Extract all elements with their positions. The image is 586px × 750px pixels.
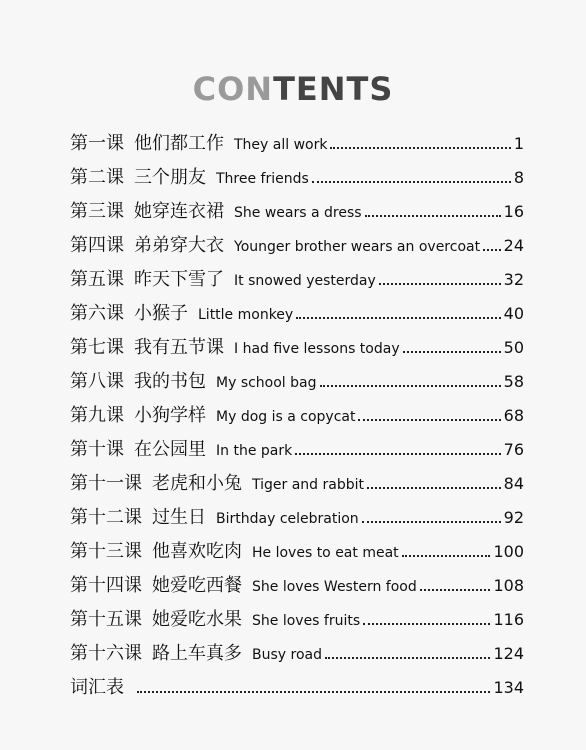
toc-entry[interactable]: [70, 193, 524, 223]
toc-entry[interactable]: [70, 363, 524, 393]
lesson-title-chinese: 小狗学样: [134, 405, 206, 426]
lesson-number: 第七课: [70, 337, 124, 358]
lesson-title-english: Younger brother wears an overcoat: [234, 239, 481, 255]
dot-leader: [330, 147, 510, 149]
lesson-title-chinese: 弟弟穿大衣: [134, 235, 224, 256]
lesson-title-chinese: 三个朋友: [134, 167, 206, 188]
page-number: 24: [503, 236, 524, 255]
lesson-title-chinese: 她爱吃水果: [152, 609, 242, 630]
page-number: 84: [503, 474, 524, 493]
lesson-number: 第五课: [70, 269, 124, 290]
page-number: 58: [503, 372, 524, 391]
page-number: 124: [493, 644, 524, 663]
dot-leader: [420, 589, 491, 591]
lesson-title-english: He loves to eat meat: [252, 545, 399, 561]
dot-leader: [363, 623, 490, 625]
lesson-title-english: Three friends: [216, 171, 309, 187]
lesson-title-chinese: 小猴子: [134, 303, 188, 324]
lesson-title-chinese: 老虎和小兔: [152, 473, 242, 494]
page-number: 134: [493, 678, 524, 697]
lesson-title-english: It snowed yesterday: [234, 273, 376, 289]
page-title: [0, 70, 586, 108]
lesson-number: 第十课: [70, 439, 124, 460]
lesson-title-chinese: 她穿连衣裙: [134, 201, 224, 222]
lesson-title-english: Birthday celebration: [216, 511, 359, 527]
dot-leader: [367, 487, 501, 489]
page-number: 1: [513, 134, 524, 153]
toc-entry[interactable]: [70, 431, 524, 461]
lesson-title-english: In the park: [216, 443, 293, 459]
page-number: 76: [503, 440, 524, 459]
lesson-title-english: My school bag: [216, 375, 317, 391]
lesson-title-chinese: 路上车真多: [152, 643, 242, 664]
lesson-title-chinese: 我有五节课: [134, 337, 224, 358]
toc-entry[interactable]: [70, 465, 524, 495]
page-number: 92: [503, 508, 524, 527]
lesson-title-chinese: 他们都工作: [134, 133, 224, 154]
lesson-number: 第十二课: [70, 507, 142, 528]
title-part-2: TENTS: [273, 70, 394, 108]
toc-entry[interactable]: [70, 295, 524, 325]
lesson-number: 第三课: [70, 201, 124, 222]
page-number: 32: [503, 270, 524, 289]
lesson-number: 第十六课: [70, 643, 142, 664]
lesson-number: 第十一课: [70, 473, 142, 494]
lesson-number: 词汇表: [70, 677, 124, 698]
toc-entry[interactable]: [70, 635, 524, 665]
lesson-title-english: Busy road: [252, 647, 322, 663]
lesson-title-chinese: 在公园里: [134, 439, 206, 460]
toc-entry[interactable]: [70, 329, 524, 359]
dot-leader: [358, 419, 500, 421]
toc-entry[interactable]: [70, 533, 524, 563]
page-number: 8: [513, 168, 524, 187]
lesson-number: 第十五课: [70, 609, 142, 630]
toc-entry[interactable]: [70, 601, 524, 631]
dot-leader: [312, 181, 511, 183]
lesson-number: 第六课: [70, 303, 124, 324]
lesson-title-chinese: 过生日: [152, 507, 206, 528]
lesson-title-english: She wears a dress: [234, 205, 362, 221]
dot-leader: [379, 283, 501, 285]
lesson-title-chinese: 他喜欢吃肉: [152, 541, 242, 562]
lesson-title-english: She loves Western food: [252, 579, 417, 595]
page-number: 108: [493, 576, 524, 595]
lesson-number: 第二课: [70, 167, 124, 188]
dot-leader: [296, 317, 500, 319]
toc-entry[interactable]: [70, 669, 524, 699]
page-number: 50: [503, 338, 524, 357]
toc-entry[interactable]: [70, 397, 524, 427]
lesson-title-english: Little monkey: [198, 307, 294, 323]
lesson-number: 第四课: [70, 235, 124, 256]
toc-entry[interactable]: [70, 159, 524, 189]
toc-entry[interactable]: [70, 261, 524, 291]
page-number: 116: [493, 610, 524, 629]
page-number: 100: [493, 542, 524, 561]
page-number: 40: [503, 304, 524, 323]
dot-leader: [320, 385, 501, 387]
page-number: 68: [503, 406, 524, 425]
toc-entry[interactable]: [70, 567, 524, 597]
dot-leader: [483, 249, 501, 251]
lesson-number: 第一课: [70, 133, 124, 154]
lesson-number: 第十四课: [70, 575, 142, 596]
lesson-title-english: I had five lessons today: [234, 341, 400, 357]
dot-leader: [362, 521, 501, 523]
lesson-title-chinese: 我的书包: [134, 371, 206, 392]
lesson-number: 第十三课: [70, 541, 142, 562]
toc-entry[interactable]: [70, 499, 524, 529]
lesson-title-chinese: 她爱吃西餐: [152, 575, 242, 596]
lesson-title-english: My dog is a copycat: [216, 409, 356, 425]
dot-leader: [403, 351, 501, 353]
lesson-title-english: Tiger and rabbit: [252, 477, 364, 493]
lesson-title-english: She loves fruits: [252, 613, 361, 629]
dot-leader: [137, 691, 490, 693]
toc-entry[interactable]: [70, 125, 524, 155]
dot-leader: [295, 453, 500, 455]
lesson-number: 第九课: [70, 405, 124, 426]
lesson-number: 第八课: [70, 371, 124, 392]
dot-leader: [325, 657, 490, 659]
page-number: 16: [503, 202, 524, 221]
lesson-title-chinese: 昨天下雪了: [134, 269, 224, 290]
dot-leader: [402, 555, 491, 557]
title-part-1: CON: [192, 70, 274, 108]
dot-leader: [365, 215, 501, 217]
toc-entry[interactable]: [70, 227, 524, 257]
lesson-title-english: They all work: [234, 137, 328, 153]
